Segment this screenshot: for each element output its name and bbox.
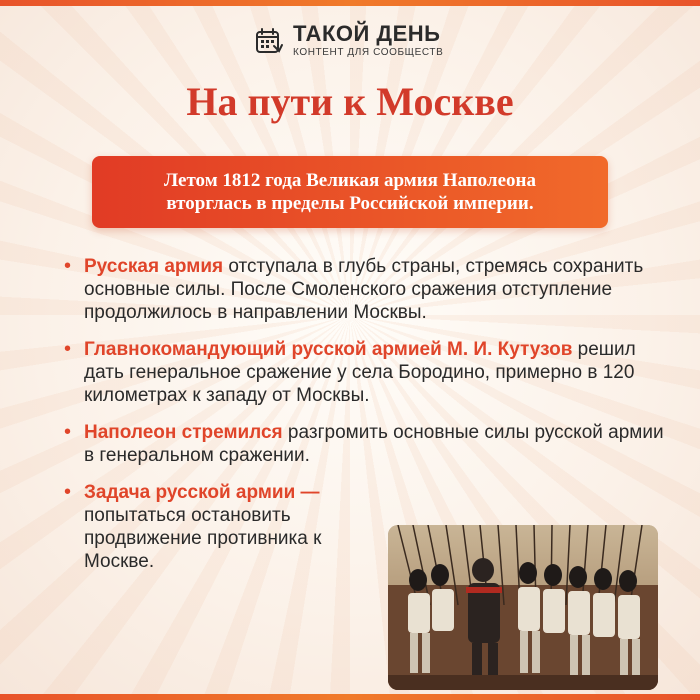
list-item (64, 255, 664, 324)
painting-illustration (388, 525, 658, 690)
list-item (64, 421, 664, 467)
item-text: решил дать генеральное сражение у села Бородино, примерно в 120 километрах к западу от Москвы. (84, 339, 636, 406)
brand-logo (254, 22, 443, 59)
brand-name: ТАКОЙ ДЕНЬ (293, 21, 441, 46)
calendar-icon (254, 26, 284, 56)
banner-line-2: вторглась в пределы Российской империи. (166, 193, 534, 214)
list-item (64, 481, 384, 573)
banner-line-1: Летом 1812 года Великая армия Наполеона (164, 170, 536, 191)
item-highlight: Задача русской армии — (84, 482, 320, 503)
item-text: отступала в глубь страны, стремясь сохранить основные силы. После Смоленского сражения отступление продолжилось в направлении Москвы. (84, 256, 644, 323)
item-highlight: Главнокомандующий русской армией М. И. Кутузов (84, 339, 573, 360)
battle-painting (388, 525, 658, 690)
intro-banner (92, 156, 608, 228)
item-text: попытаться остановить продвижение противника к Москве. (84, 505, 322, 572)
page-title: На пути к Москве (186, 79, 514, 124)
item-highlight: Русская армия (84, 256, 224, 277)
banner-text (164, 169, 536, 215)
bottom-accent-bar (0, 694, 700, 700)
list-item (64, 338, 664, 407)
top-accent-bar (0, 0, 700, 6)
item-text: разгромить основные силы русской армии в генеральном сражении. (84, 422, 664, 466)
item-highlight: Наполеон стремился (84, 422, 283, 443)
brand-text (293, 22, 443, 59)
brand-tagline: КОНТЕНТ ДЛЯ СООБЩЕСТВ (293, 47, 444, 58)
